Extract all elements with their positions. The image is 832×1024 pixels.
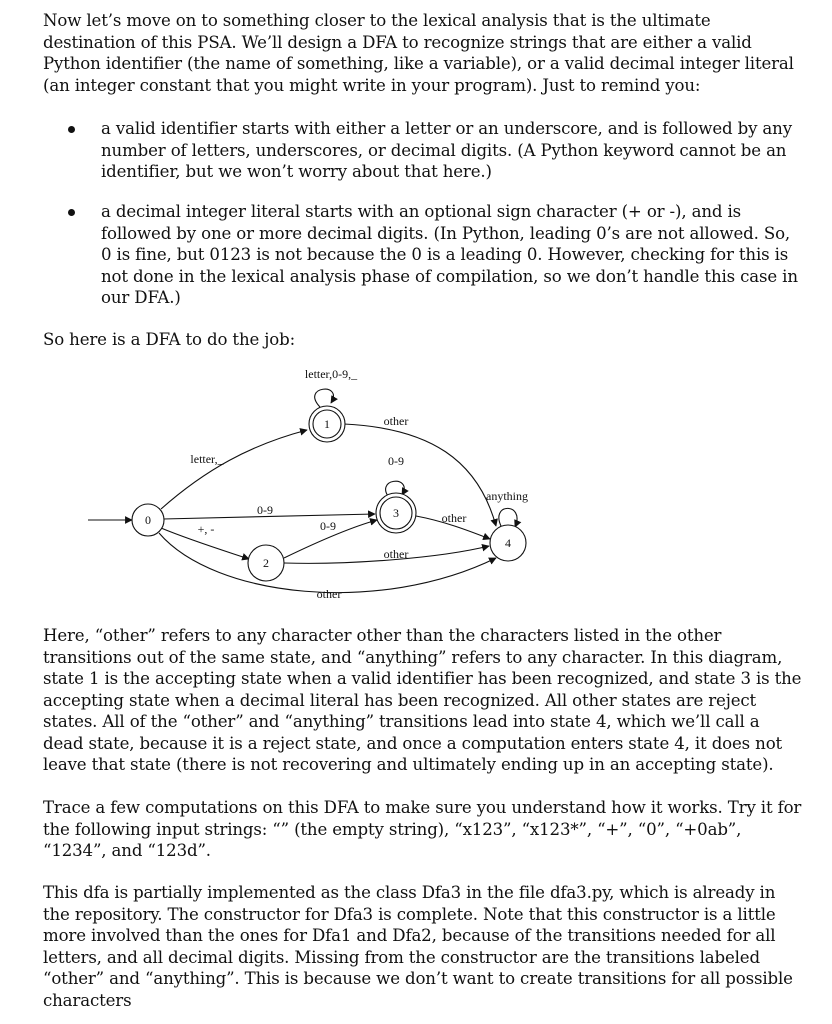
paragraph-here: Here, “other” refers to any character other than the characters listed in the other transitions out of the same state, and “anything” refers to any character. In this diagram, state 1 is the accepting state when a valid identifier has been recognized, and state 3 is the accepting state when a decimal literal has been recognized. All other states are reject states. All of the “other” and “anything” transitions lead into state 4, which we’ll call a dead state, because it is a reject state, and once a computation enters state 4, it does not leave that state (there is not recovering and ultimately ending up in an accepting state).	[43, 626, 802, 774]
bullet-identifier-text: a valid identifier starts with either a letter or an underscore, and is followed by any number of letters, underscores, or decimal digits. (A Python keyword cannot be an identifier, but we won’t worry about that here.)	[101, 119, 792, 181]
bullet-dot-icon	[68, 209, 75, 216]
dfa-diagram	[0, 355, 832, 610]
bullet-identifier	[101, 118, 801, 183]
edge-0-1	[161, 430, 307, 509]
state-0-label: 0	[145, 513, 151, 527]
label-loop-4: anything	[486, 489, 528, 503]
state-4-label: 4	[505, 536, 511, 550]
label-2-3: 0-9	[320, 519, 336, 533]
label-0-1: letter,_	[190, 452, 224, 466]
edge-1-4	[344, 424, 496, 526]
state-3-label: 3	[393, 506, 399, 520]
label-loop-3: 0-9	[388, 454, 404, 468]
state-1-label: 1	[324, 417, 330, 431]
dfa-intro: So here is a DFA to do the job:	[43, 330, 296, 349]
label-0-4: other	[316, 587, 342, 601]
bullet-dot-icon	[68, 126, 75, 133]
label-loop-1: letter,0-9,_	[304, 367, 358, 381]
bullet-integer-literal-text: a decimal integer literal starts with an optional sign character (+ or -), and is followed by one or more decimal digits. (In Python, leading 0’s are not allowed. So, 0 is fine, but 0123 is not because the 0 is a leading 0. However, checking for this is not done in the lexical analysis phase of compilation, so we don’t handle this case in our DFA.)	[101, 202, 798, 307]
label-2-4: other	[383, 547, 409, 561]
edge-loop-1	[315, 389, 334, 407]
state-2-label: 2	[263, 556, 269, 570]
label-3-4: other	[441, 511, 467, 525]
label-0-3: 0-9	[257, 503, 273, 517]
intro-paragraph: Now let’s move on to something closer to the lexical analysis that is the ultimate destination of this PSA. We’ll design a DFA to recognize strings that are either a valid Python identifier (the name of something, like a variable), or a valid decimal integer literal (an integer constant that you might write in your program). Just to remind you:	[43, 11, 794, 95]
label-0-2: +, -	[197, 522, 215, 536]
paragraph-trace: Trace a few computations on this DFA to make sure you understand how it works. Try it for the following input strings: “” (the empty string), “x123”, “x123*”, “+”, “0”, “+0ab”, “1234”, and “123d”.	[43, 798, 802, 860]
paragraph-implementation: This dfa is partially implemented as the class Dfa3 in the file dfa3.py, which is already in the repository. The constructor for Dfa3 is complete. Note that this constructor is a little more involved than the ones for Dfa1 and Dfa2, because of the transitions needed for all letters, and all decimal digits. Missing from the constructor are the transitions labeled “other” and “anything”. This is because we don’t want to create transitions for all possible characters	[43, 883, 793, 1010]
label-1-4: other	[383, 414, 409, 428]
bullet-integer-literal	[101, 201, 801, 309]
